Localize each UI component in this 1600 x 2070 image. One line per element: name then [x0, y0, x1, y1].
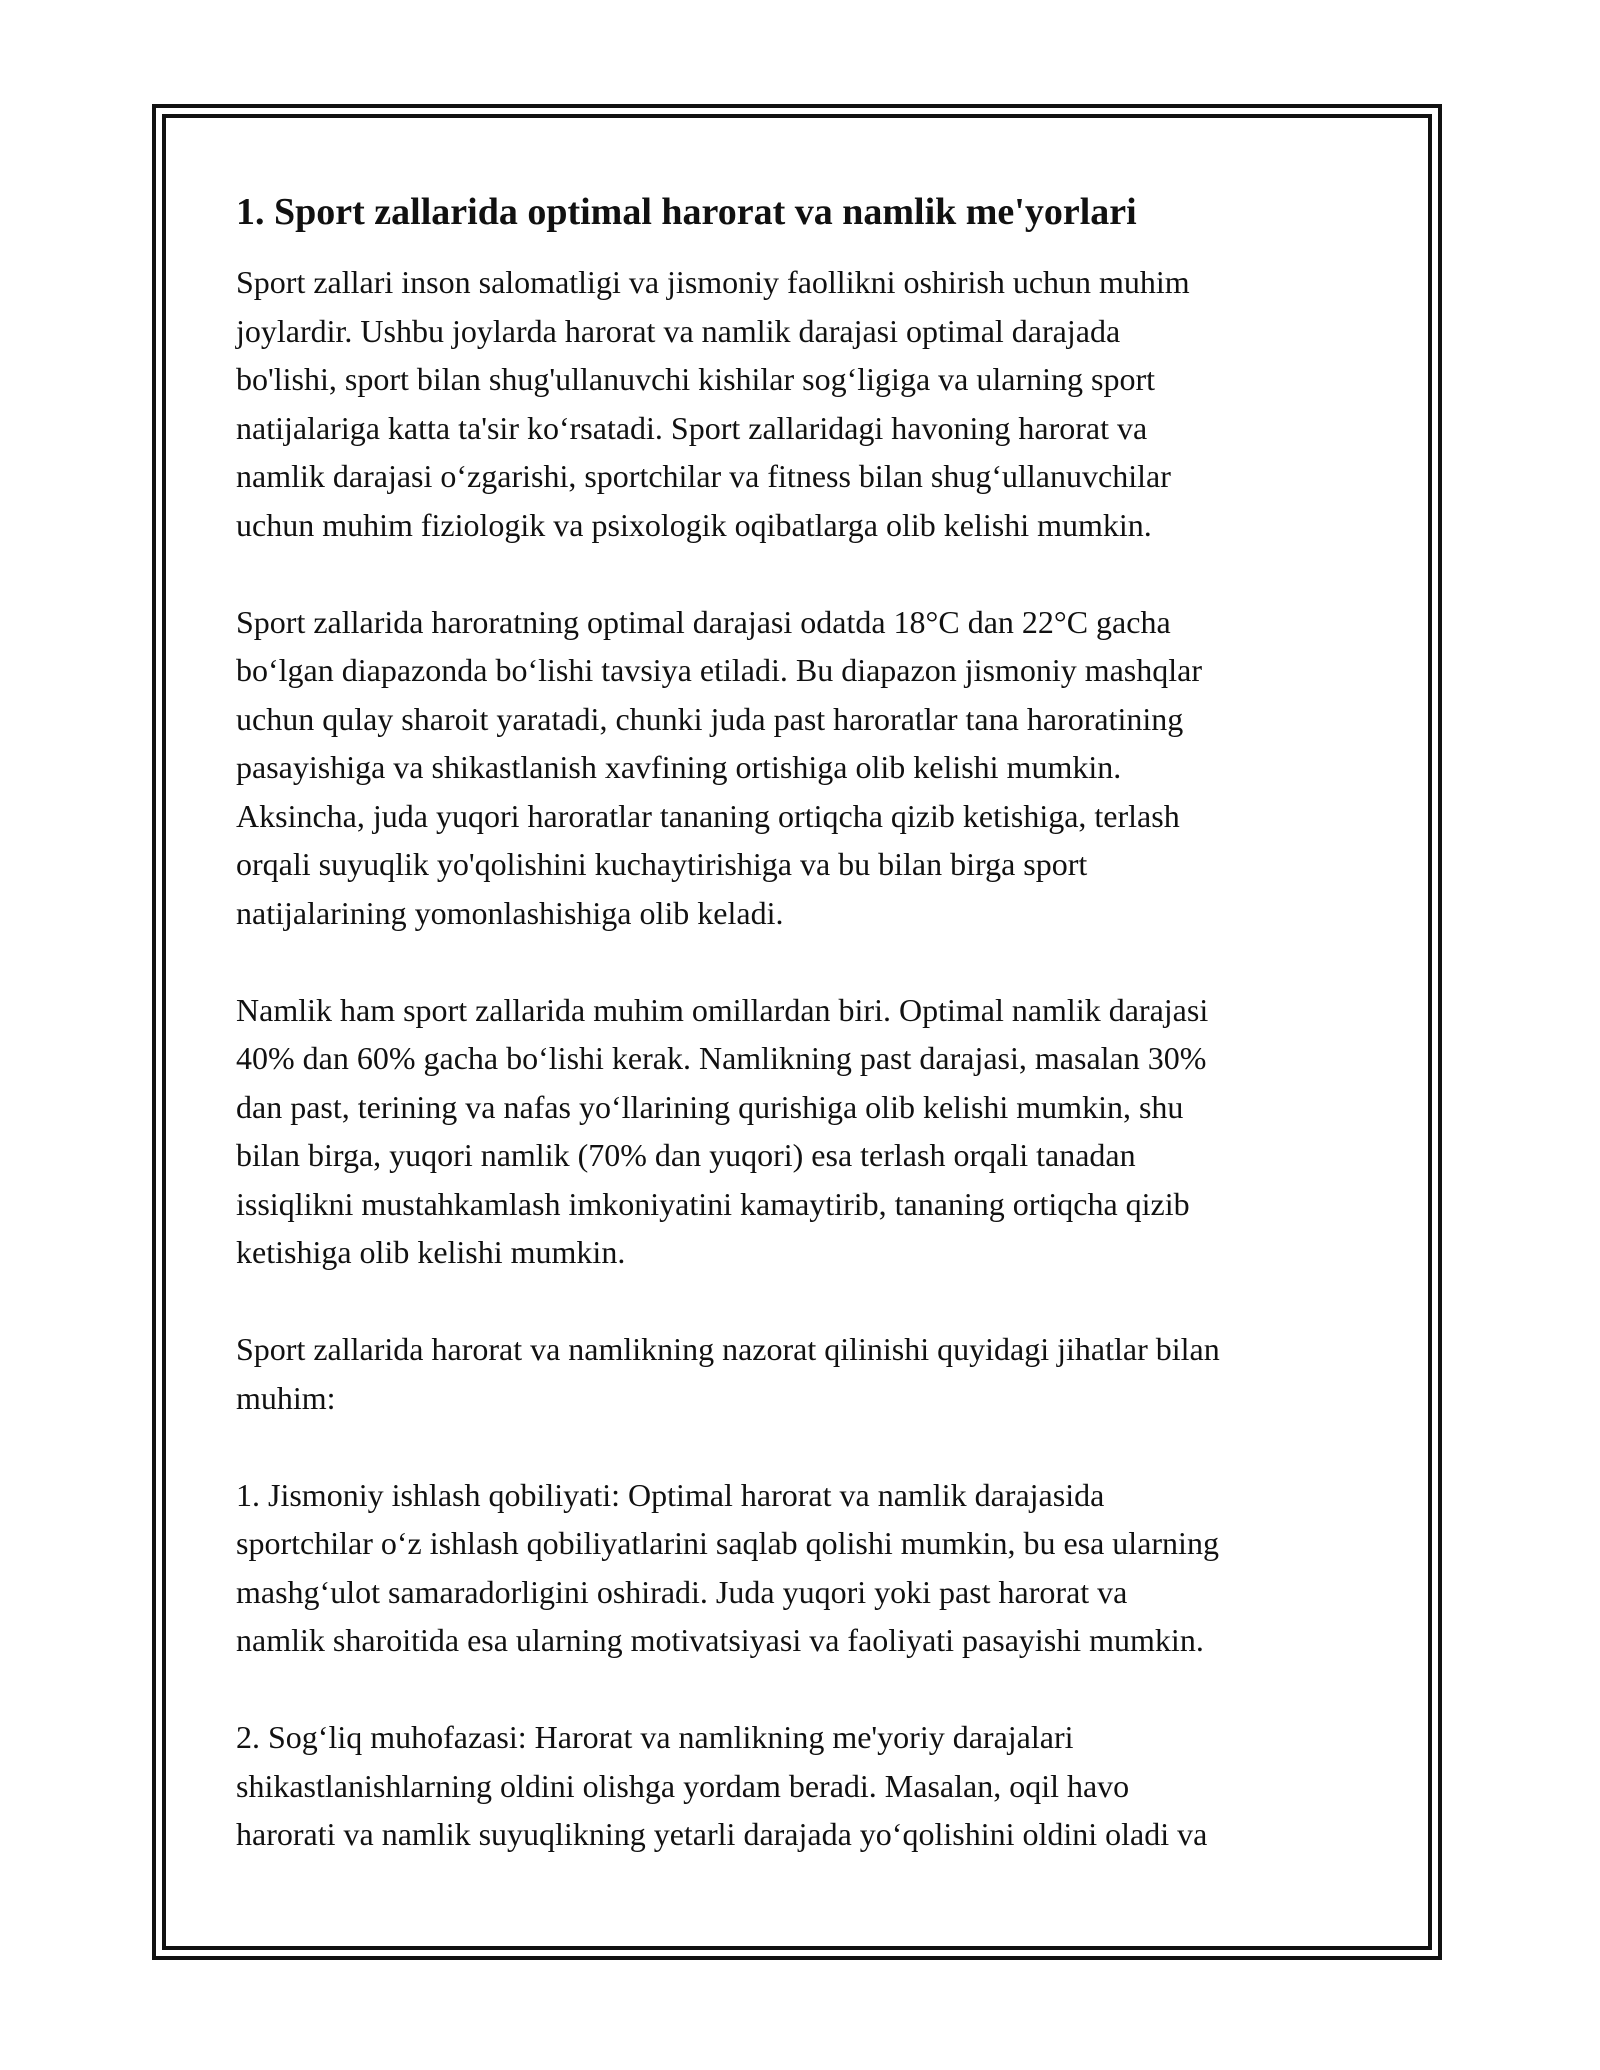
paragraph-intro: Sport zallari inson salomatligi va jismoniy faollikni oshirish uchun muhim joylardir. Ushbu joylarda harorat va namlik darajasi optimal darajada bo'lishi, sport bilan shug'ullanuvchi kishilar sog‘ligiga va ularning sport natijalariga katta ta'sir ko‘rsatadi. Sport zallaridagi havoning harorat va namlik darajasi o‘zgarishi, sportchilar va fitness bilan shug‘ullanuvchilar uchun muhim fiziologik va psixologik oqibatlarga olib kelishi mumkin.	[236, 264, 1190, 543]
paragraph-humidity: Namlik ham sport zallarida muhim omillardan biri. Optimal namlik darajasi 40% dan 60% gacha bo‘lishi kerak. Namlikning past darajasi, masalan 30% dan past, terining va nafas yo‘llarining qurishiga olib kelishi mumkin, shu bilan birga, yuqori namlik (70% dan yuqori) esa terlash orqali tanadan issiqlikni mustahkamlash imkoniyatini kamaytirib, tananing ortiqcha qizib ketishiga olib kelishi mumkin.	[236, 991, 1209, 1270]
paragraph-temperature: Sport zallarida haroratning optimal darajasi odatda 18°C dan 22°C gacha bo‘lgan diapazonda bo‘lishi tavsiya etiladi. Bu diapazon jismoniy mashqlar uchun qulay sharoit yaratadi, chunki juda past haroratlar tana haroratining pasayishiga va shikastlanish xavfining ortishiga olib kelishi mumkin. Aksincha, juda yuqori haroratlar tananing ortiqcha qizib ketishiga, terlash orqali suyuqlik yo'qolishini kuchaytirishiga va bu bilan birga sport natijalarining yomonlashishiga olib keladi.	[236, 603, 1202, 931]
document-body	[236, 188, 1386, 1907]
paragraph-control-intro: Sport zallarida harorat va namlikning nazorat qilinishi quyidagi jihatlar bilan muhim:	[236, 1331, 1220, 1416]
list-item-health-protection: 2. Sog‘liq muhofazasi: Harorat va namlikning me'yoriy darajalari shikastlanishlarning oldini olishga yordam beradi. Masalan, oqil havo harorati va namlik suyuqlikning yetarli darajada yo‘qolishini oldini oladi va	[236, 1719, 1208, 1852]
list-item-physical-performance: 1. Jismoniy ishlash qobiliyati: Optimal harorat va namlik darajasida sportchilar o‘z ishlash qobiliyatlarini saqlab qolishi mumkin, bu esa ularning mashg‘ulot samaradorligini oshiradi. Juda yuqori yoki past harorat va namlik sharoitida esa ularning motivatsiyasi va faoliyati pasayishi mumkin.	[236, 1476, 1219, 1658]
section-title: 1. Sport zallarida optimal harorat va namlik me'yorlari	[236, 191, 1137, 233]
